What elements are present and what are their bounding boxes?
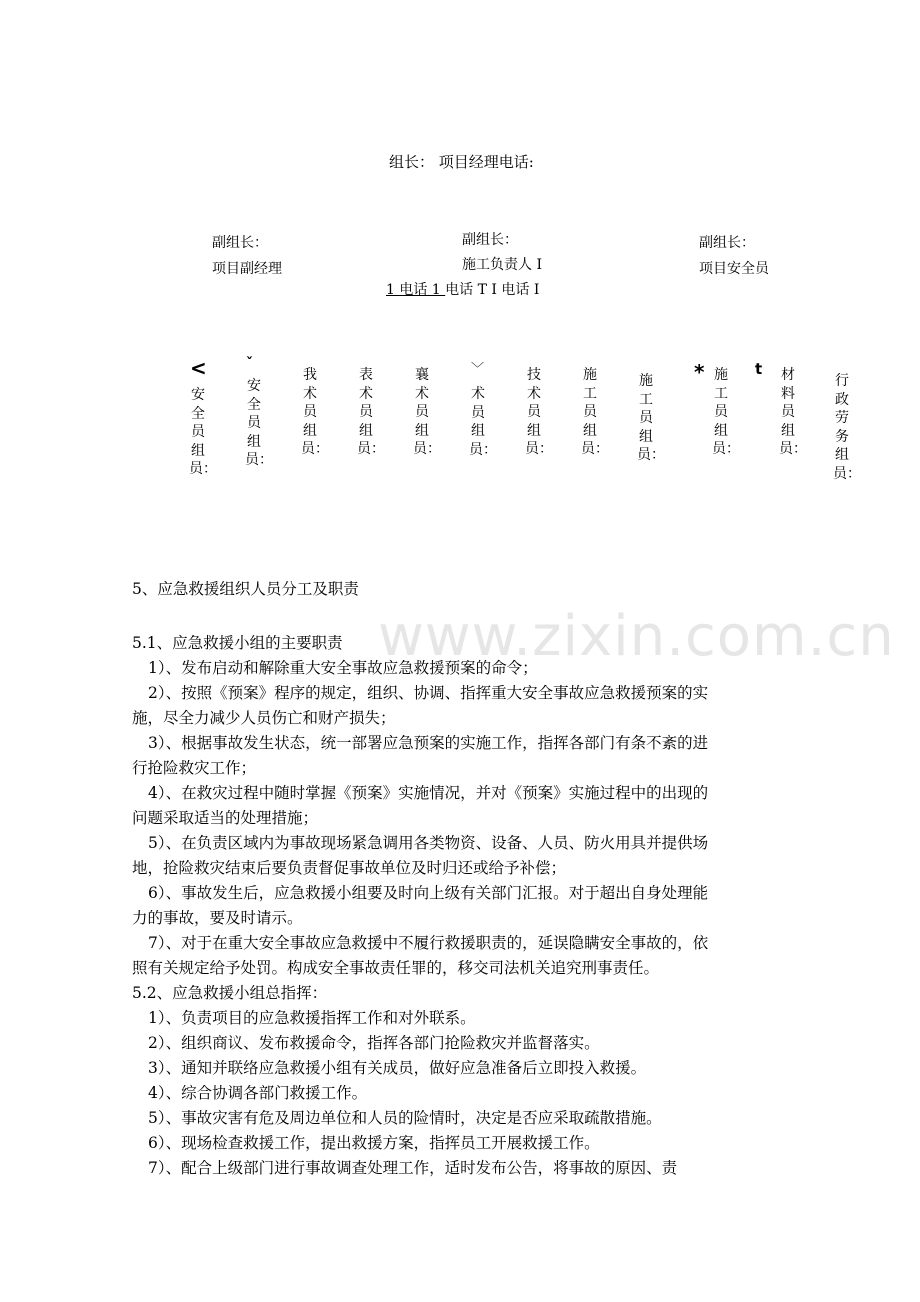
member-11-mark: t	[755, 360, 763, 378]
phone-underlined: 1 电话 1	[386, 282, 446, 298]
deputy-3-role: 项目安全员	[699, 261, 769, 277]
deputy-2-role: 施工负责人 I	[462, 257, 542, 273]
member-5-label: 襄术员组员：	[413, 367, 441, 457]
member-2-label: 安全员组员：	[245, 378, 273, 468]
member-2-mark: ˇ	[246, 356, 253, 372]
deputy-1-role: 项目副经理	[212, 261, 282, 277]
duty-6-line-1: 6）、事故发生后，应急救援小组要及时向上级有关部门汇报。对于超出自身处理能	[148, 884, 709, 902]
member-3-label: 我术员组员：	[301, 367, 329, 457]
sub-5-2-heading: 5.2、应急救援小组总指挥：	[132, 984, 328, 1002]
duty-3-line-1: 3）、根据事故发生状态，统一部署应急预案的实施工作，指挥各部门有条不紊的进	[148, 734, 709, 752]
member-1-label: 安全员组员：	[189, 387, 217, 477]
duty-2-line-2: 施，尽全力减少人员伤亡和财产损失；	[132, 709, 396, 727]
deputy-1-title: 副组长：	[212, 235, 268, 251]
commander-duty-5: 5）、事故灾害有危及周边单位和人员的险情时，决定是否应采取疏散措施。	[148, 1109, 662, 1127]
duty-6-line-2: 力的事故，要及时请示。	[132, 909, 303, 927]
duty-2-line-1: 2）、按照《预案》程序的规定，组织、协调、指挥重大安全事故应急救援预案的实	[148, 684, 709, 702]
commander-duty-2: 2）、组织商议、发布救援命令，指挥各部门抢险救灾并监督落实。	[148, 1034, 600, 1052]
duty-5-line-2: 地，抢险救灾结束后要负责督促事故单位及时归还或给予补偿；	[132, 859, 567, 877]
commander-duty-1: 1）、负责项目的应急救援指挥工作和对外联系。	[148, 1009, 476, 1027]
section-5-heading: 5、应急救援组织人员分工及职责	[132, 580, 359, 598]
phone-row	[386, 279, 539, 299]
deputy-3-title: 副组长：	[699, 235, 755, 251]
commander-duty-4: 4）、综合协调各部门救援工作。	[148, 1084, 368, 1102]
commander-duty-6: 6）、现场检查救援工作，提出救援方案，指挥员工开展救援工作。	[148, 1134, 600, 1152]
member-10-mark: *	[694, 360, 705, 384]
member-7-label: 技术员组员：	[525, 367, 553, 457]
duty-7-line-2: 照有关规定给予处罚。构成安全事故责任罪的，移交司法机关追究刑事责任。	[132, 959, 660, 977]
commander-duty-7: 7）、配合上级部门进行事故调查处理工作，适时发布公告，将事故的原因、责	[148, 1159, 678, 1177]
member-6-label: 术员组员：	[469, 386, 497, 458]
duty-4-line-1: 4）、在救灾过程中随时掌握《预案》实施情况，并对《预案》实施过程中的出现的	[148, 784, 709, 802]
sub-5-1-heading: 5.1、应急救援小组的主要职责	[132, 634, 343, 652]
member-11-label: 材料员组员：	[779, 367, 807, 457]
member-8-label: 施工员组员：	[581, 367, 609, 457]
duty-3-line-2: 行抢险救灾工作；	[132, 759, 257, 777]
commander-duty-3: 3）、通知并联络应急救援小组有关成员，做好应急准备后立即投入救援。	[148, 1059, 647, 1077]
member-4-label: 表术员组员：	[357, 367, 385, 457]
member-10-label: 施工员组员：	[712, 367, 740, 457]
section-5-body	[132, 631, 772, 1181]
member-9-label: 施工员组员：	[637, 373, 665, 463]
phone-rest: 电话 T I 电话 I	[445, 282, 540, 298]
member-1-mark: <	[190, 356, 207, 380]
duty-5-line-1: 5）、在负责区域内为事故现场紧急调用各类物资、设备、人员、防火用具并提供场	[148, 834, 709, 852]
member-12-label: 行政劳务组员：	[833, 373, 861, 482]
duty-7-line-1: 7）、对于在重大安全事故应急救援中不履行救援职责的，延误隐瞒安全事故的，依	[148, 934, 709, 952]
leader-label: 组长： 项目经理电话:	[389, 153, 534, 171]
watermark: www.zixin.com.cn	[378, 604, 895, 669]
member-6-mark: ﹀	[471, 362, 485, 377]
deputy-2-title: 副组长：	[462, 232, 518, 248]
duty-1-line-1: 1）、发布启动和解除重大安全事故应急救援预案的命令；	[148, 659, 538, 677]
duty-4-line-2: 问题采取适当的处理措施；	[132, 809, 319, 827]
